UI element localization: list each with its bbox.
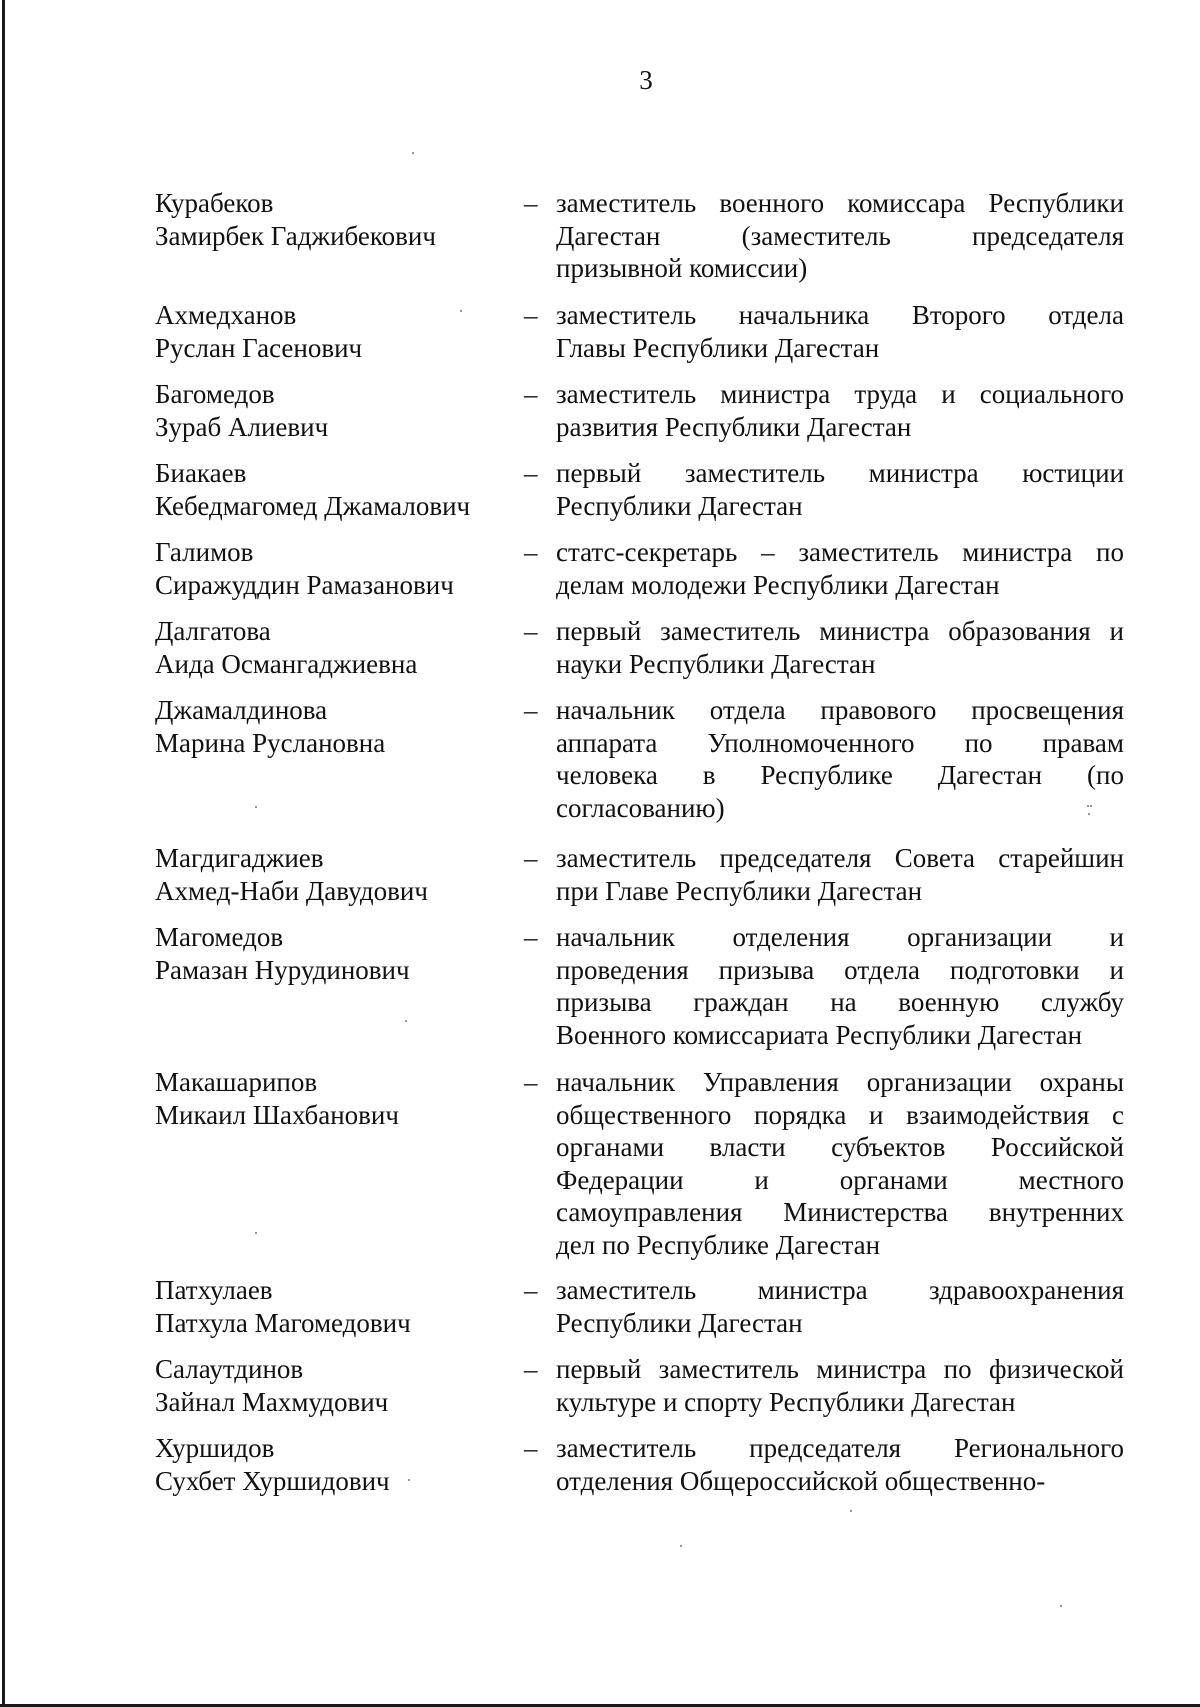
scan-speck	[412, 152, 414, 154]
description-line: человека в Республике Дагестан (по	[556, 760, 1124, 790]
scan-speck	[408, 1479, 410, 1481]
description-line: проведения призыва отдела подготовки и	[556, 954, 1124, 985]
description-line: первый заместитель министра по физической	[556, 1354, 1124, 1384]
person-given-names: Марина Руслановна	[155, 727, 386, 758]
person-name	[155, 1274, 515, 1339]
dash-separator: –	[524, 379, 538, 409]
person-given-names: Кебедмагомед Джамалович	[155, 490, 471, 521]
description-line: начальник отделения организации и	[556, 922, 1124, 952]
dash-separator: –	[524, 1433, 538, 1463]
description-line: заместитель военного комиссара Республики	[556, 188, 1124, 218]
description-line: Дагестан (заместитель председателя	[556, 220, 1124, 251]
person-given-names: Замирбек Гаджибекович	[155, 220, 436, 251]
dash-separator: –	[524, 695, 538, 725]
person-surname: Магомедов	[155, 922, 284, 952]
scan-speck	[460, 310, 462, 312]
description-line: согласованию)	[556, 792, 725, 823]
description-line: науки Республики Дагестан	[556, 648, 876, 679]
dash-separator: –	[524, 537, 538, 567]
description-line: органами власти субъектов Российской	[556, 1132, 1124, 1162]
dash-separator: –	[524, 616, 538, 646]
description-line: призыва граждан на военную службу	[556, 987, 1124, 1017]
scan-speck	[255, 1232, 257, 1234]
description-line: первый заместитель министра юстиции	[556, 458, 1124, 488]
person-name	[155, 378, 515, 443]
person-given-names: Ахмед-Наби Давудович	[155, 875, 428, 906]
description-line: заместитель начальника Второго отдела	[556, 300, 1124, 330]
description-line: при Главе Республики Дагестан	[556, 875, 923, 906]
position-description	[556, 378, 1124, 443]
person-surname: Курабеков	[155, 188, 274, 218]
scan-speck	[1060, 1605, 1062, 1607]
position-description	[556, 457, 1124, 522]
person-surname: Биакаев	[155, 458, 247, 488]
description-line: делам молодежи Республики Дагестан	[556, 569, 1000, 600]
dash-separator: –	[524, 300, 538, 330]
position-description	[556, 1353, 1124, 1418]
person-surname: Джамалдинова	[155, 695, 328, 725]
description-line: начальник Управления организации охраны	[556, 1067, 1124, 1097]
position-description	[556, 842, 1124, 907]
page-number: 3	[639, 65, 653, 95]
description-line: заместитель министра труда и социального	[556, 379, 1124, 409]
description-line: аппарата Уполномоченного по правам	[556, 727, 1124, 758]
description-line: заместитель председателя Совета старейшин	[556, 843, 1124, 873]
person-surname: Салаутдинов	[155, 1354, 304, 1384]
position-description	[556, 187, 1124, 285]
description-line: отделения Общероссийской общественно-	[556, 1465, 1046, 1496]
person-name	[155, 299, 515, 364]
person-surname: Патхулаев	[155, 1275, 273, 1305]
person-surname: Ахмедханов	[155, 300, 297, 330]
person-given-names: Руслан Гасенович	[155, 332, 363, 363]
description-line: заместитель председателя Регионального	[556, 1433, 1124, 1463]
dash-separator: –	[524, 1354, 538, 1384]
person-given-names: Микаил Шахбанович	[155, 1099, 399, 1130]
person-name	[155, 842, 515, 907]
person-name	[155, 1432, 515, 1497]
dash-separator: –	[524, 843, 538, 873]
description-line: первый заместитель министра образования и	[556, 616, 1124, 646]
person-name	[155, 1353, 515, 1418]
person-given-names: Аида Османгаджиевна	[155, 648, 418, 679]
scan-speck	[680, 1545, 682, 1547]
person-name	[155, 615, 515, 680]
scan-speck	[1088, 813, 1090, 815]
position-description	[556, 615, 1124, 680]
description-line: общественного порядка и взаимодействия с	[556, 1099, 1124, 1130]
position-description	[556, 1432, 1124, 1497]
description-line: Республики Дагестан	[556, 1307, 803, 1338]
scan-speck	[850, 1510, 852, 1512]
position-description	[556, 1274, 1124, 1339]
position-description	[556, 299, 1124, 364]
scan-speck	[405, 1020, 407, 1022]
person-name	[155, 187, 515, 252]
description-line: культуре и спорту Республики Дагестан	[556, 1386, 1016, 1417]
dash-separator: –	[524, 1275, 538, 1305]
person-given-names: Сухбет Хуршидович	[155, 1465, 390, 1496]
person-name	[155, 536, 515, 601]
person-given-names: Зайнал Махмудович	[155, 1386, 389, 1417]
person-given-names: Сиражуддин Рамазанович	[155, 569, 454, 600]
person-surname: Макашарипов	[155, 1067, 318, 1097]
scan-speck	[1087, 805, 1089, 807]
scan-speck	[1090, 805, 1092, 807]
dash-separator: –	[524, 188, 538, 218]
person-surname: Багомедов	[155, 379, 275, 409]
dash-separator: –	[524, 922, 538, 952]
person-name	[155, 1066, 515, 1131]
person-name	[155, 457, 515, 522]
scan-edge-left	[2, 0, 5, 1707]
person-given-names: Патхула Магомедович	[155, 1307, 411, 1338]
description-line: развития Республики Дагестан	[556, 411, 912, 442]
description-line: самоуправления Министерства внутренних	[556, 1197, 1124, 1227]
position-description	[556, 694, 1124, 824]
dash-separator: –	[524, 458, 538, 488]
dash-separator: –	[524, 1067, 538, 1097]
person-name	[155, 921, 515, 986]
description-line: призывной комиссии)	[556, 253, 808, 283]
position-description	[556, 921, 1124, 1051]
person-surname: Хуршидов	[155, 1433, 275, 1463]
person-name	[155, 694, 515, 759]
description-line: заместитель министра здравоохранения	[556, 1275, 1124, 1305]
scan-speck	[255, 806, 257, 808]
position-description	[556, 536, 1124, 601]
description-line: Военного комиссариата Республики Дагестан	[556, 1019, 1083, 1050]
person-surname: Далгатова	[155, 616, 271, 646]
description-line: начальник отдела правового просвещения	[556, 695, 1124, 725]
person-given-names: Зураб Алиевич	[155, 411, 329, 442]
person-given-names: Рамазан Нурудинович	[155, 954, 410, 985]
description-line: Федерации и органами местного	[556, 1164, 1124, 1195]
person-surname: Магдигаджиев	[155, 843, 324, 873]
description-line: статс-секретарь – заместитель министра по	[556, 537, 1124, 567]
position-description	[556, 1066, 1124, 1261]
description-line: Республики Дагестан	[556, 490, 803, 521]
description-line: Главы Республики Дагестан	[556, 332, 880, 363]
person-surname: Галимов	[155, 537, 254, 567]
description-line: дел по Республике Дагестан	[556, 1229, 881, 1260]
